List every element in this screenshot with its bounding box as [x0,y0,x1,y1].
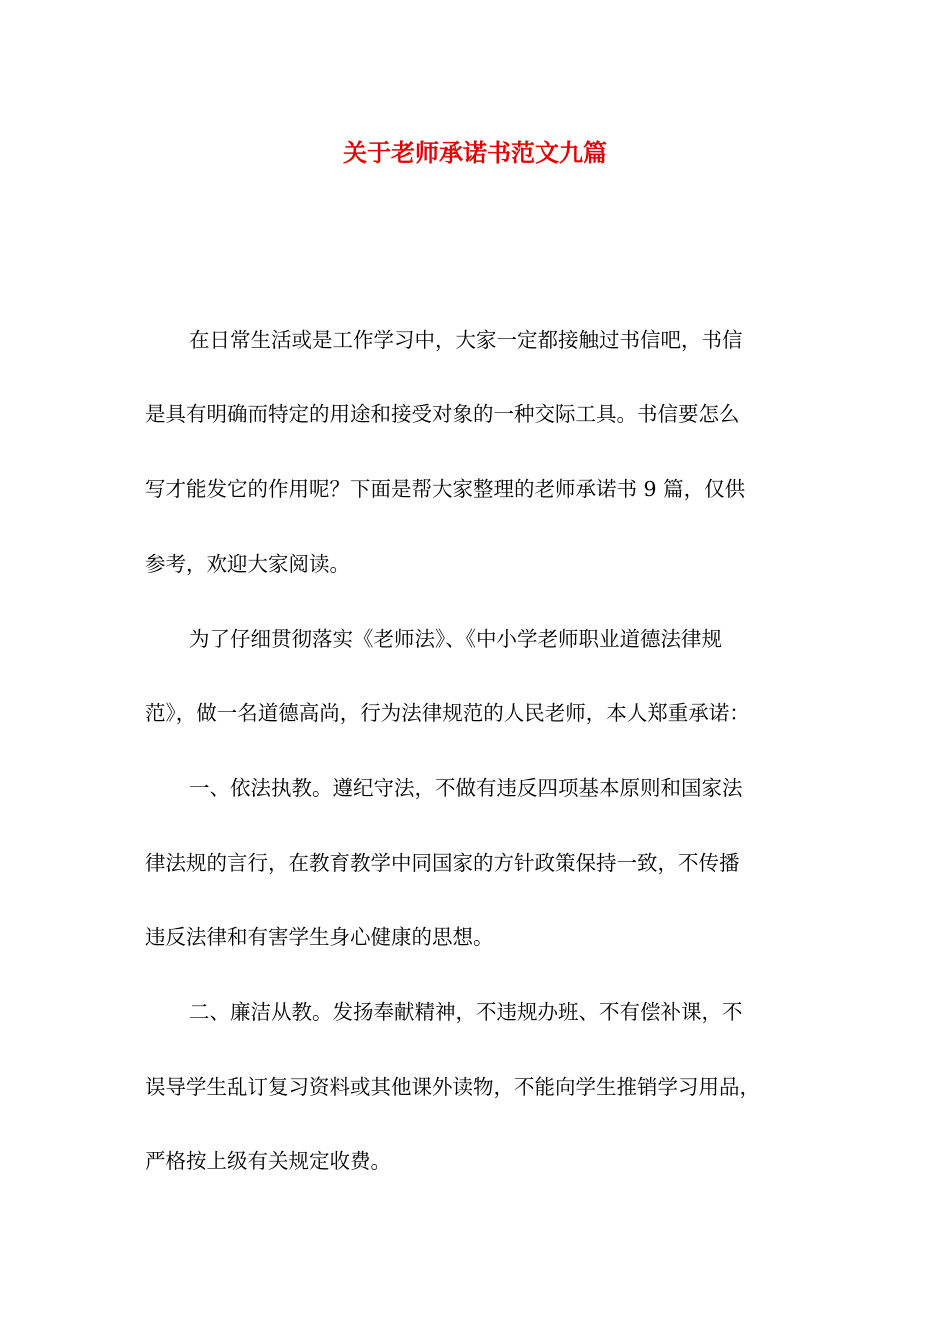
paragraph-item-1-line-3: 违反法律和有害学生身心健康的思想。 [145,925,494,949]
paragraph-item-2-line-2: 误导学生乱订复习资料或其他课外读物，不能向学生推销学习用品， [145,1075,760,1099]
paragraph-item-1-line-1: 一、依法执教。遵纪守法，不做有违反四项基本原则和国家法 [189,776,743,800]
paragraph-pledge-line-2: 范》，做一名道德高尚，行为法律规范的人民老师，本人郑重承诺： [145,701,750,725]
document-title: 关于老师承诺书范文九篇 [343,138,607,167]
paragraph-intro-line-2: 是具有明确而特定的用途和接受对象的一种交际工具。书信要怎么 [145,402,740,426]
paragraph-item-2-line-3: 严格按上级有关规定收费。 [145,1149,391,1173]
paragraph-pledge-line-1: 为了仔细贯彻落实《老师法》、《中小学老师职业道德法律规 [189,627,722,651]
paragraph-intro-line-3: 写才能发它的作用呢？下面是帮大家整理的老师承诺书 9 篇，仅供 [145,477,746,501]
paragraph-intro-line-1: 在日常生活或是工作学习中，大家一定都接触过书信吧，书信 [189,328,743,352]
paragraph-intro-line-4: 参考，欢迎大家阅读。 [145,552,350,576]
paragraph-item-2-line-1: 二、廉洁从教。发扬奉献精神，不违规办班、不有偿补课，不 [189,1000,743,1024]
paragraph-item-1-line-2: 律法规的言行，在教育教学中同国家的方针政策保持一致，不传播 [145,851,740,875]
